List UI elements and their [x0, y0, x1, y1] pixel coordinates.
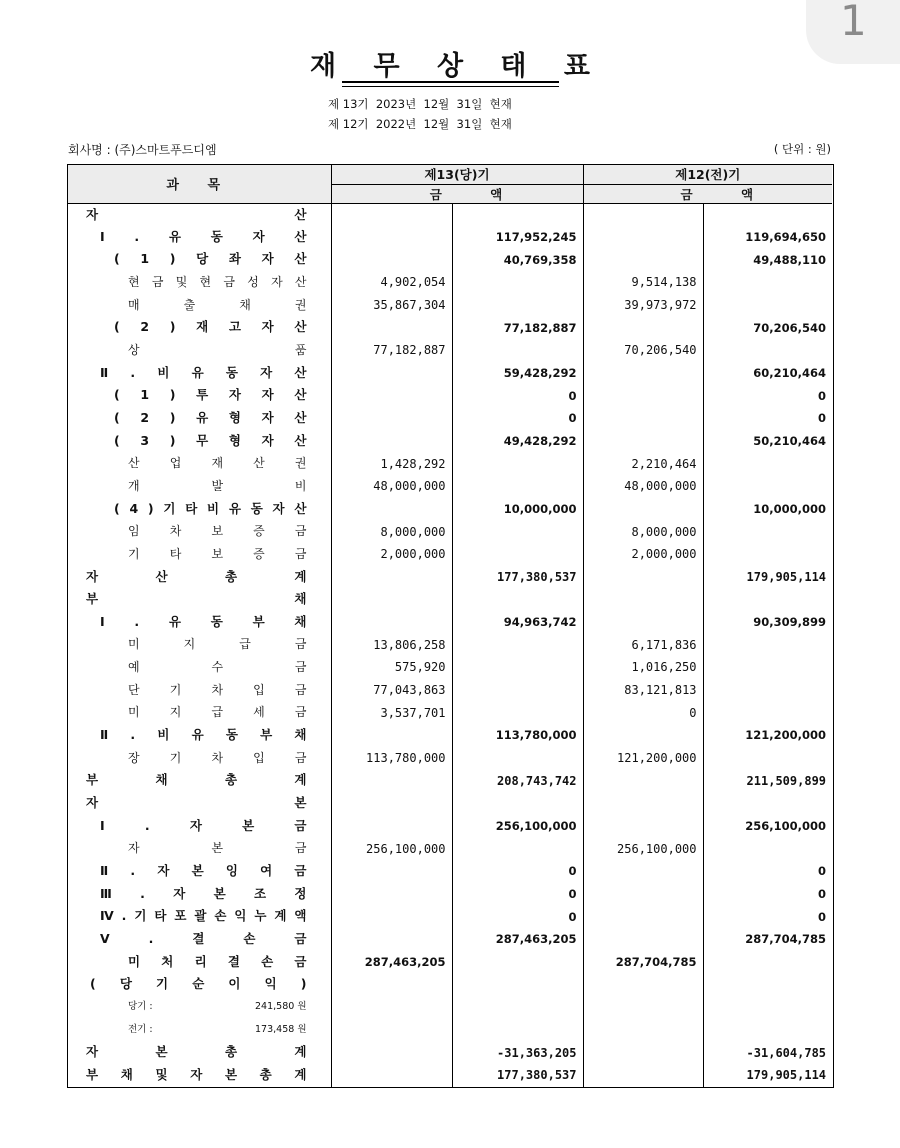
amount-cell-d — [703, 339, 832, 362]
account-name-cell — [68, 951, 331, 974]
amount-cell-b — [452, 520, 583, 543]
table-row — [68, 226, 832, 249]
currency-unit: ( 단위 : 원) — [773, 142, 831, 156]
amount-cell-c — [583, 905, 703, 928]
account-name-cell — [68, 724, 331, 747]
account-name: 전기 : 173,458 원 — [128, 1023, 307, 1035]
amount-cell-b: 49,428,292 — [452, 430, 583, 453]
current-period-header: 제13(당)기 — [331, 165, 583, 184]
amount-cell-a — [331, 611, 452, 634]
amount-cell-c: 48,000,000 — [583, 475, 703, 498]
amount-cell-d — [703, 701, 832, 724]
table-row — [68, 316, 832, 339]
account-name: ( 1 ) 당 좌 자 산 — [114, 251, 307, 267]
amount-cell-a — [331, 203, 452, 226]
amount-cell-b: 0 — [452, 384, 583, 407]
amount-cell-b — [452, 294, 583, 317]
table-row — [68, 973, 832, 996]
amount-cell-b — [452, 475, 583, 498]
account-name-cell — [68, 452, 331, 475]
amount-cell-b: 0 — [452, 883, 583, 906]
amount-cell-c: 0 — [583, 701, 703, 724]
current-amount-header: 금 액 — [331, 184, 583, 203]
account-name-cell — [68, 837, 331, 860]
amount-cell-c: 39,973,972 — [583, 294, 703, 317]
table-row — [68, 928, 832, 951]
amount-cell-a: 4,902,054 — [331, 271, 452, 294]
amount-cell-c — [583, 792, 703, 815]
amount-cell-c — [583, 928, 703, 951]
table-row — [68, 905, 832, 928]
amount-cell-b: 117,952,245 — [452, 226, 583, 249]
amount-cell-b: 59,428,292 — [452, 362, 583, 385]
amount-cell-b: 113,780,000 — [452, 724, 583, 747]
account-name-cell — [68, 860, 331, 883]
account-name: 자 산 — [86, 206, 307, 222]
account-name: 미 지 급 금 — [128, 637, 307, 652]
amount-cell-a: 77,043,863 — [331, 679, 452, 702]
account-name-cell — [68, 973, 331, 996]
account-name: 부 채 및 자 본 총 계 — [86, 1066, 307, 1082]
account-name-cell — [68, 430, 331, 453]
account-name-cell — [68, 815, 331, 838]
amount-cell-b: 10,000,000 — [452, 498, 583, 521]
amount-cell-d — [703, 452, 832, 475]
amount-cell-b — [452, 452, 583, 475]
table-row — [68, 452, 832, 475]
amount-cell-d — [703, 996, 832, 1019]
amount-cell-a — [331, 588, 452, 611]
amount-cell-a — [331, 883, 452, 906]
account-name-cell — [68, 656, 331, 679]
amount-cell-b — [452, 973, 583, 996]
amount-cell-c: 8,000,000 — [583, 520, 703, 543]
amount-cell-a: 77,182,887 — [331, 339, 452, 362]
account-name-cell — [68, 226, 331, 249]
account-name-cell — [68, 1019, 331, 1042]
amount-cell-a — [331, 996, 452, 1019]
amount-cell-d — [703, 475, 832, 498]
amount-cell-b: 208,743,742 — [452, 769, 583, 792]
amount-cell-c — [583, 362, 703, 385]
account-name: 매 출 채 권 — [128, 297, 307, 312]
account-name-cell — [68, 203, 331, 226]
amount-cell-a: 35,867,304 — [331, 294, 452, 317]
account-name-cell — [68, 905, 331, 928]
account-name: 자 본 금 — [128, 841, 307, 856]
title-underline — [342, 81, 559, 83]
amount-cell-a: 13,806,258 — [331, 633, 452, 656]
amount-cell-c: 6,171,836 — [583, 633, 703, 656]
amount-cell-a — [331, 792, 452, 815]
amount-cell-c — [583, 498, 703, 521]
account-name-cell — [68, 701, 331, 724]
account-name-cell — [68, 928, 331, 951]
title-underline-thin — [342, 86, 559, 87]
account-name-cell — [68, 362, 331, 385]
account-name: 당기 : 241,580 원 — [128, 1000, 307, 1012]
amount-cell-c — [583, 1064, 703, 1087]
amount-cell-a — [331, 724, 452, 747]
amount-cell-b: 40,769,358 — [452, 248, 583, 271]
account-name-cell — [68, 1041, 331, 1064]
amount-cell-b: 0 — [452, 905, 583, 928]
amount-cell-c — [583, 996, 703, 1019]
amount-cell-b: 77,182,887 — [452, 316, 583, 339]
amount-cell-b — [452, 633, 583, 656]
amount-cell-a: 8,000,000 — [331, 520, 452, 543]
table-row — [68, 747, 832, 770]
amount-cell-b: 256,100,000 — [452, 815, 583, 838]
account-name: 부 채 총 계 — [86, 772, 307, 788]
account-name: Ⅲ . 자 본 조 정 — [100, 885, 307, 901]
document-title: 재 무 상 태 표 — [309, 51, 604, 82]
account-name-cell — [68, 271, 331, 294]
amount-cell-c — [583, 860, 703, 883]
amount-cell-c — [583, 588, 703, 611]
amount-cell-d — [703, 520, 832, 543]
table-row — [68, 339, 832, 362]
table-row — [68, 430, 832, 453]
amount-cell-a: 3,537,701 — [331, 701, 452, 724]
amount-cell-d: 0 — [818, 909, 827, 924]
amount-cell-d: 119,694,650 — [745, 229, 827, 244]
table-row — [68, 498, 832, 521]
table-row — [68, 362, 832, 385]
account-name-cell — [68, 1064, 331, 1087]
amount-cell-c — [583, 973, 703, 996]
amount-cell-b — [452, 747, 583, 770]
table-body — [68, 203, 832, 1087]
amount-cell-c — [583, 566, 703, 589]
amount-cell-c: 121,200,000 — [583, 747, 703, 770]
table-row — [68, 837, 832, 860]
amount-cell-d: 0 — [818, 887, 827, 902]
amount-cell-c: 2,000,000 — [583, 543, 703, 566]
amount-cell-d: 50,210,464 — [753, 433, 827, 448]
amount-cell-b: 0 — [452, 860, 583, 883]
amount-cell-d — [703, 543, 832, 566]
table-row — [68, 203, 832, 226]
amount-cell-d: 70,206,540 — [753, 320, 827, 335]
table-row — [68, 860, 832, 883]
account-name: 개 발 비 — [128, 478, 307, 493]
amount-cell-d: 90,309,899 — [753, 615, 827, 630]
account-name: ( 4 ) 기 타 비 유 동 자 산 — [114, 500, 307, 516]
amount-cell-a — [331, 815, 452, 838]
account-name-cell — [68, 248, 331, 271]
amount-cell-a — [331, 430, 452, 453]
amount-cell-c — [583, 611, 703, 634]
amount-cell-a — [331, 1041, 452, 1064]
amount-cell-d: 179,905,114 — [746, 569, 827, 584]
amount-cell-b — [452, 996, 583, 1019]
account-name-cell — [68, 475, 331, 498]
amount-cell-b — [452, 656, 583, 679]
account-name: 미 처 리 결 손 금 — [128, 953, 307, 969]
amount-cell-c: 83,121,813 — [583, 679, 703, 702]
account-name: 기 타 보 증 금 — [128, 546, 307, 561]
account-name-cell — [68, 543, 331, 566]
account-name: 장 기 차 입 금 — [128, 750, 307, 765]
table-row — [68, 475, 832, 498]
account-name-cell — [68, 611, 331, 634]
amount-cell-c — [583, 226, 703, 249]
table-row — [68, 656, 832, 679]
table-row — [68, 633, 832, 656]
amount-cell-d: 10,000,000 — [753, 501, 827, 516]
account-name: 부 채 — [86, 591, 307, 607]
amount-cell-d: 287,704,785 — [745, 932, 827, 947]
account-name-cell — [68, 520, 331, 543]
amount-cell-d — [703, 679, 832, 702]
account-name: Ⅴ . 결 손 금 — [100, 931, 307, 946]
amount-cell-b — [452, 701, 583, 724]
amount-cell-d: 256,100,000 — [745, 819, 827, 834]
account-name-cell — [68, 566, 331, 589]
table-row — [68, 701, 832, 724]
amount-cell-a — [331, 362, 452, 385]
account-name-cell — [68, 588, 331, 611]
amount-cell-a: 1,428,292 — [331, 452, 452, 475]
amount-cell-c: 256,100,000 — [583, 837, 703, 860]
amount-cell-b — [452, 339, 583, 362]
table-row — [68, 769, 832, 792]
amount-cell-a — [331, 1064, 452, 1087]
amount-cell-d: 49,488,110 — [753, 252, 827, 267]
amount-cell-d: 0 — [818, 864, 827, 879]
account-name-cell — [68, 769, 331, 792]
account-name: 단 기 차 입 금 — [128, 682, 307, 697]
amount-cell-d — [703, 1019, 832, 1042]
amount-cell-c: 9,514,138 — [583, 271, 703, 294]
table-row — [68, 996, 832, 1019]
account-name-cell — [68, 316, 331, 339]
amount-cell-c — [583, 248, 703, 271]
amount-cell-c — [583, 724, 703, 747]
amount-cell-d — [703, 271, 832, 294]
amount-cell-c — [583, 430, 703, 453]
amount-cell-a: 256,100,000 — [331, 837, 452, 860]
amount-cell-a — [331, 928, 452, 951]
account-name: 상 품 — [128, 342, 307, 357]
balance-sheet-table — [67, 164, 834, 1088]
amount-cell-c — [583, 1019, 703, 1042]
amount-cell-a: 575,920 — [331, 656, 452, 679]
amount-cell-b: 287,463,205 — [452, 928, 583, 951]
amount-cell-c — [583, 1041, 703, 1064]
amount-cell-c — [583, 384, 703, 407]
amount-cell-d — [703, 747, 832, 770]
amount-cell-a — [331, 1019, 452, 1042]
account-name: 산 업 재 산 권 — [128, 456, 307, 471]
account-name: Ⅱ . 비 유 동 부 채 — [100, 727, 307, 743]
amount-cell-d: 121,200,000 — [745, 728, 827, 743]
account-name-cell — [68, 679, 331, 702]
amount-cell-d — [703, 588, 832, 611]
table-row — [68, 611, 832, 634]
amount-cell-a — [331, 498, 452, 521]
table-row — [68, 1064, 832, 1087]
table-row — [68, 588, 832, 611]
amount-cell-c: 70,206,540 — [583, 339, 703, 362]
account-name-cell — [68, 384, 331, 407]
amount-cell-d: 211,509,899 — [746, 773, 827, 788]
amount-cell-d: 60,210,464 — [753, 365, 827, 380]
table-row — [68, 951, 832, 974]
amount-cell-c — [583, 316, 703, 339]
amount-cell-a — [331, 973, 452, 996]
amount-cell-b: 0 — [452, 407, 583, 430]
account-name: ( 3 ) 무 형 자 산 — [114, 432, 307, 448]
account-name-cell — [68, 883, 331, 906]
account-name: Ⅳ . 기 타 포 괄 손 익 누 계 액 — [100, 908, 307, 924]
account-name: 현 금 및 현 금 성 자 산 — [128, 274, 307, 289]
amount-cell-d — [703, 951, 832, 974]
account-name: Ⅱ . 자 본 잉 여 금 — [100, 863, 307, 879]
account-name-cell — [68, 633, 331, 656]
account-name: ( 2 ) 재 고 자 산 — [114, 319, 307, 335]
table-row — [68, 883, 832, 906]
table-row — [68, 248, 832, 271]
account-name: 자 본 — [86, 795, 307, 811]
amount-cell-a: 48,000,000 — [331, 475, 452, 498]
amount-cell-c — [583, 407, 703, 430]
amount-cell-c: 1,016,250 — [583, 656, 703, 679]
amount-cell-d — [703, 294, 832, 317]
table-row — [68, 1041, 832, 1064]
account-name: Ⅰ . 유 동 자 산 — [100, 228, 307, 244]
amount-cell-a — [331, 905, 452, 928]
account-name-cell — [68, 339, 331, 362]
amount-cell-d — [703, 973, 832, 996]
amount-cell-d — [703, 792, 832, 815]
account-name: ( 1 ) 투 자 자 산 — [114, 387, 307, 403]
table-row — [68, 792, 832, 815]
account-name-cell — [68, 792, 331, 815]
amount-cell-b: -31,363,205 — [452, 1041, 583, 1064]
amount-cell-a — [331, 226, 452, 249]
table-row — [68, 543, 832, 566]
account-name: ( 2 ) 유 형 자 산 — [114, 409, 307, 425]
amount-cell-b — [452, 1019, 583, 1042]
amount-cell-a — [331, 860, 452, 883]
amount-cell-c — [583, 203, 703, 226]
amount-cell-d — [703, 837, 832, 860]
amount-cell-b — [452, 837, 583, 860]
table-row — [68, 407, 832, 430]
table-row — [68, 1019, 832, 1042]
amount-cell-b — [452, 951, 583, 974]
amount-cell-b: 177,380,537 — [452, 566, 583, 589]
account-name: 자 본 총 계 — [86, 1044, 307, 1060]
table-row — [68, 384, 832, 407]
table-row — [68, 724, 832, 747]
table-row — [68, 271, 832, 294]
account-name: 자 산 총 계 — [86, 568, 307, 584]
previous-period-header: 제12(전)기 — [583, 165, 832, 184]
table-row — [68, 294, 832, 317]
table-row — [68, 815, 832, 838]
page-number: 1 — [840, 0, 867, 45]
company-name: 회사명 : (주)스마트푸드디엠 — [68, 143, 217, 157]
amount-cell-d: 0 — [818, 388, 827, 403]
amount-cell-a — [331, 566, 452, 589]
account-name-cell — [68, 294, 331, 317]
account-name-cell — [68, 996, 331, 1019]
account-name-cell — [68, 498, 331, 521]
period-previous: 제 12기 2022년 12월 31일 현재 — [328, 117, 512, 131]
table-row — [68, 679, 832, 702]
amount-cell-a — [331, 407, 452, 430]
amount-cell-a — [331, 316, 452, 339]
subject-header: 과 목 — [68, 165, 331, 203]
account-name: Ⅰ . 유 동 부 채 — [100, 613, 307, 629]
amount-cell-a: 113,780,000 — [331, 747, 452, 770]
account-name: ( 당 기 순 이 익 ) — [90, 976, 307, 992]
amount-cell-d: 0 — [818, 411, 827, 426]
table-row — [68, 566, 832, 589]
amount-cell-d — [703, 656, 832, 679]
amount-cell-b: 94,963,742 — [452, 611, 583, 634]
amount-cell-b — [452, 203, 583, 226]
amount-cell-b — [452, 792, 583, 815]
amount-cell-a: 2,000,000 — [331, 543, 452, 566]
amount-cell-d — [703, 633, 832, 656]
table-row — [68, 520, 832, 543]
account-name: 예 수 금 — [128, 660, 307, 675]
amount-cell-a — [331, 769, 452, 792]
amount-cell-c — [583, 815, 703, 838]
account-name: Ⅰ . 자 본 금 — [100, 817, 307, 833]
amount-cell-d: -31,604,785 — [746, 1045, 827, 1060]
amount-cell-c — [583, 769, 703, 792]
account-name-cell — [68, 407, 331, 430]
amount-cell-c: 287,704,785 — [583, 951, 703, 974]
amount-cell-b — [452, 543, 583, 566]
amount-cell-a: 287,463,205 — [331, 951, 452, 974]
amount-cell-d: 179,905,114 — [746, 1068, 827, 1083]
amount-cell-b — [452, 679, 583, 702]
previous-amount-header: 금 액 — [583, 184, 832, 203]
period-current: 제 13기 2023년 12월 31일 현재 — [328, 97, 512, 111]
account-name: 임 차 보 증 금 — [128, 524, 307, 539]
account-name: Ⅱ . 비 유 동 자 산 — [100, 364, 307, 380]
amount-cell-b: 177,380,537 — [452, 1064, 583, 1087]
account-name: 미 지 급 세 금 — [128, 705, 307, 720]
amount-cell-c: 2,210,464 — [583, 452, 703, 475]
amount-cell-b — [452, 271, 583, 294]
account-name-cell — [68, 747, 331, 770]
amount-cell-b — [452, 588, 583, 611]
amount-cell-d — [703, 203, 832, 226]
amount-cell-a — [331, 248, 452, 271]
amount-cell-a — [331, 384, 452, 407]
amount-cell-c — [583, 883, 703, 906]
